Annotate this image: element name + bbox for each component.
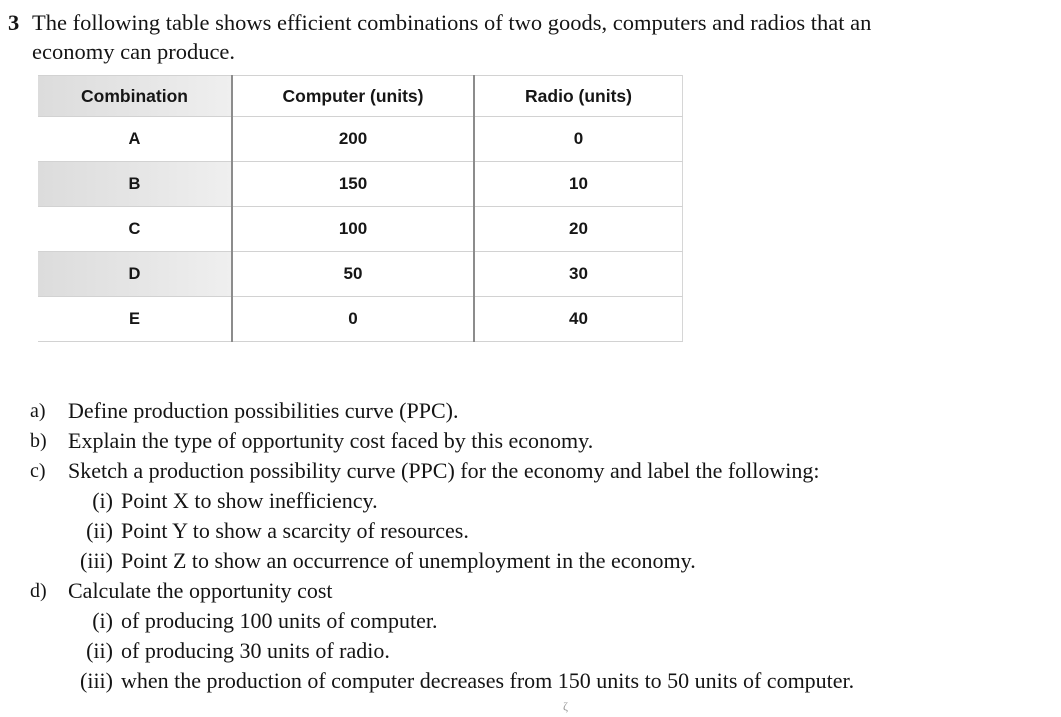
part-d-i [30,606,1060,636]
part-c-i-label: (i) [92,488,113,513]
part-b [30,426,1060,456]
part-d-i-label: (i) [92,608,113,633]
cell-radio: 10 [474,162,683,207]
cell-radio: 0 [474,117,683,162]
cell-radio: 40 [474,297,683,342]
part-d-ii-label: (ii) [86,638,113,663]
part-d-text: Calculate the opportunity cost [68,578,333,603]
table-row [38,207,683,252]
part-c-label: c) [30,460,46,482]
part-c-ii-label: (ii) [86,518,113,543]
part-d-iii [30,666,1060,696]
table-row [38,117,683,162]
part-c-i-text: Point X to show inefficiency. [121,488,378,513]
cell-combination: E [38,297,232,342]
question-stem [8,8,1058,66]
part-d-ii [30,636,1060,666]
cell-radio: 30 [474,252,683,297]
header-combination: Combination [38,76,232,117]
part-b-label: b) [30,430,47,452]
cell-computer: 50 [232,252,474,297]
part-c-text: Sketch a production possibility curve (PPC) for the economy and label the following: [68,458,820,483]
question-number: 3 [8,10,20,35]
part-c-i [30,486,1060,516]
part-a-text: Define production possibilities curve (PPC). [68,398,459,423]
part-c-iii-text: Point Z to show an occurrence of unemployment in the economy. [121,548,696,573]
cell-combination: C [38,207,232,252]
part-c-ii [30,516,1060,546]
cell-combination: D [38,252,232,297]
part-c-iii-label: (iii) [80,548,113,573]
part-d-iii-label: (iii) [80,668,113,693]
part-c [30,456,1060,486]
part-d [30,576,1060,606]
cell-computer: 100 [232,207,474,252]
cell-combination: A [38,117,232,162]
part-c-ii-text: Point Y to show a scarcity of resources. [121,518,469,543]
part-d-ii-text: of producing 30 units of radio. [121,638,390,663]
pen-scribble-mark: ζ [563,699,568,713]
question-text-line-1: The following table shows efficient combinations of two goods, computers and radios that an [32,10,872,35]
cell-radio: 20 [474,207,683,252]
part-d-iii-text: when the production of computer decreases from 150 units to 50 units of computer. [121,668,855,693]
part-d-label: d) [30,580,47,602]
part-c-iii [30,546,1060,576]
part-a [30,396,1060,426]
part-b-text: Explain the type of opportunity cost faced by this economy. [68,428,594,453]
cell-combination: B [38,162,232,207]
sub-questions [30,396,1060,696]
table-row [38,162,683,207]
combinations-table [38,75,683,342]
table-row [38,297,683,342]
cell-computer: 200 [232,117,474,162]
header-radio: Radio (units) [474,76,683,117]
question-line-1 [8,8,1058,37]
part-d-i-text: of producing 100 units of computer. [121,608,438,633]
cell-computer: 150 [232,162,474,207]
header-computer: Computer (units) [232,76,474,117]
table-row [38,252,683,297]
cell-computer: 0 [232,297,474,342]
question-text-line-2: economy can produce. [32,39,236,64]
part-a-label: a) [30,400,46,422]
table-header-row [38,76,683,117]
